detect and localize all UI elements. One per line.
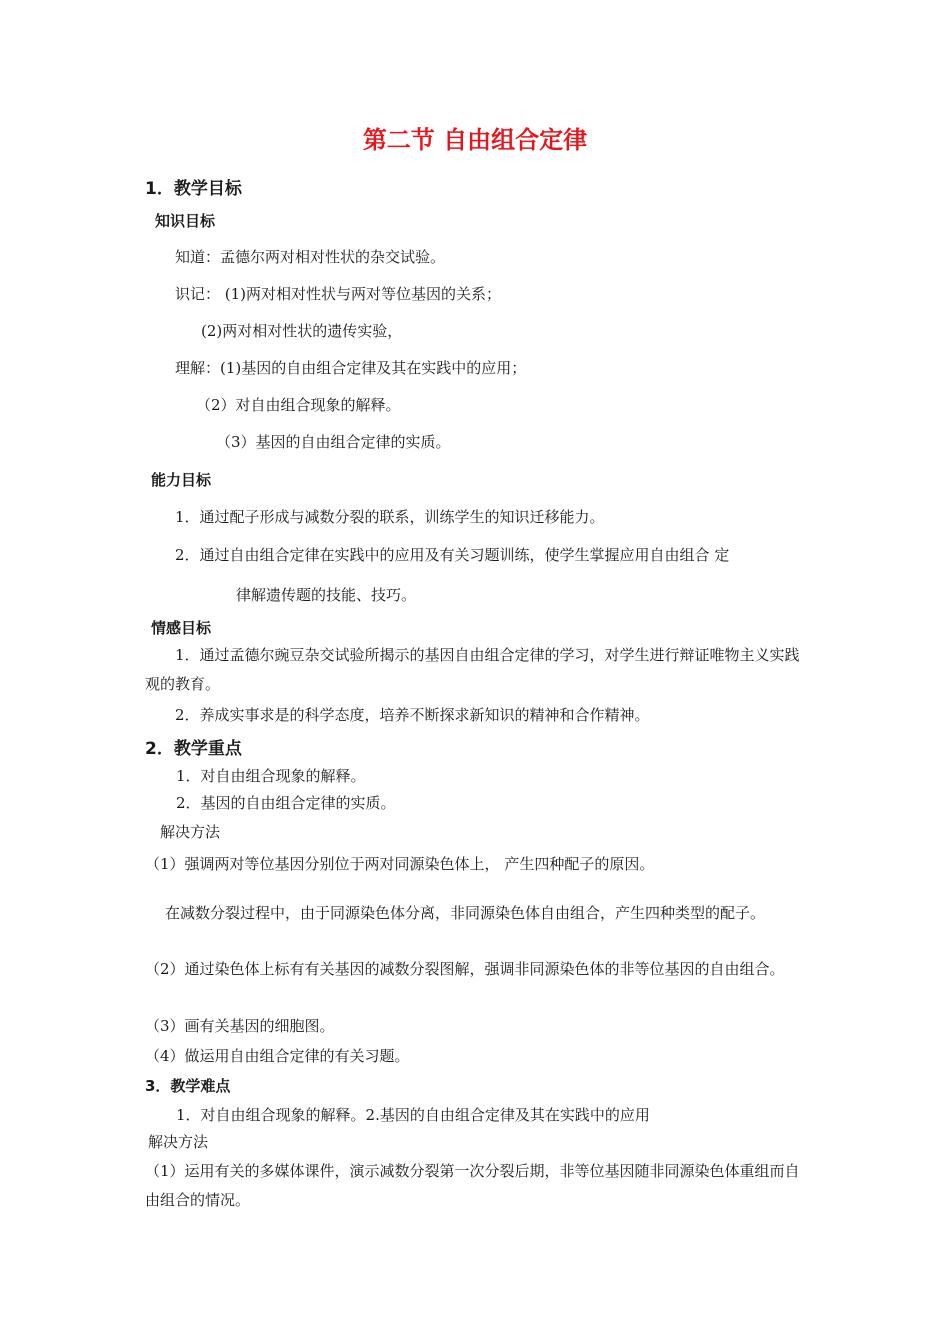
key-point-2: 2．基因的自由组合定律的实质。 bbox=[176, 794, 396, 812]
section-2-heading: 2．教学重点 bbox=[145, 739, 242, 759]
key-method-2: （2）通过染色体上标有有关基因的减数分裂图解，强调非同源染色体的非等位基因的自由组合。 bbox=[145, 960, 785, 978]
difficult-points: 1．对自由组合现象的解释。2.基因的自由组合定律及其在实践中的应用 bbox=[176, 1106, 650, 1124]
ability-item-2: 2．通过自由组合定律在实践中的应用及有关习题训练，使学生掌握应用自由组合 定 bbox=[175, 546, 730, 564]
emotion-item-1: 1．通过孟德尔豌豆杂交试验所揭示的基因自由组合定律的学习，对学生进行辩证唯物主义实践观的教育。 bbox=[145, 646, 800, 693]
knowledge-goals-heading: 知识目标 bbox=[155, 212, 216, 230]
ability-item-2-cont: 律解遗传题的技能、技巧。 bbox=[236, 586, 417, 604]
key-method-3: （3）画有关基因的细胞图。 bbox=[145, 1017, 335, 1035]
emotion-item-2: 2．养成实事求是的科学态度，培养不断探求新知识的精神和合作精神。 bbox=[175, 706, 650, 724]
key-method-1: （1）强调两对等位基因分别位于两对同源染色体上， 产生四种配子的原因。 bbox=[145, 855, 655, 873]
emotion-goals-heading: 情感目标 bbox=[151, 619, 212, 637]
section-3-heading: 3．教学难点 bbox=[145, 1077, 231, 1095]
section-1-heading: 1．教学目标 bbox=[145, 179, 242, 199]
difficult-method-label: 解决方法 bbox=[148, 1133, 209, 1151]
understand-line-3: （3）基因的自由组合定律的实质。 bbox=[216, 433, 451, 451]
ability-item-1: 1．通过配子形成与减数分裂的联系，训练学生的知识迁移能力。 bbox=[175, 508, 605, 526]
key-method-label: 解决方法 bbox=[160, 823, 221, 841]
understand-line: 理解：(1)基因的自由组合定律及其在实践中的应用； bbox=[175, 359, 527, 377]
document-title: 第二节 自由组合定律 bbox=[362, 126, 588, 154]
difficult-method-1: （1）运用有关的多媒体课件，演示减数分裂第一次分裂后期，非等位基因随非同源染色体重组而自由组合的情况。 bbox=[145, 1162, 800, 1209]
understand-line-2: （2）对自由组合现象的解释。 bbox=[196, 396, 401, 414]
key-method-1-detail: 在减数分裂过程中，由于同源染色体分离，非同源染色体自由组合，产生四种类型的配子。 bbox=[165, 904, 766, 922]
remember-line-2: (2)两对相对性状的遗传实验， bbox=[201, 322, 403, 340]
remember-line: 识记： (1)两对相对性状与两对等位基因的关系； bbox=[175, 285, 502, 303]
key-method-4: （4）做运用自由组合定律的有关习题。 bbox=[145, 1047, 410, 1065]
key-point-1: 1．对自由组合现象的解释。 bbox=[176, 767, 366, 785]
know-line: 知道：孟德尔两对相对性状的杂交试验。 bbox=[175, 248, 446, 266]
ability-goals-heading: 能力目标 bbox=[151, 471, 212, 489]
